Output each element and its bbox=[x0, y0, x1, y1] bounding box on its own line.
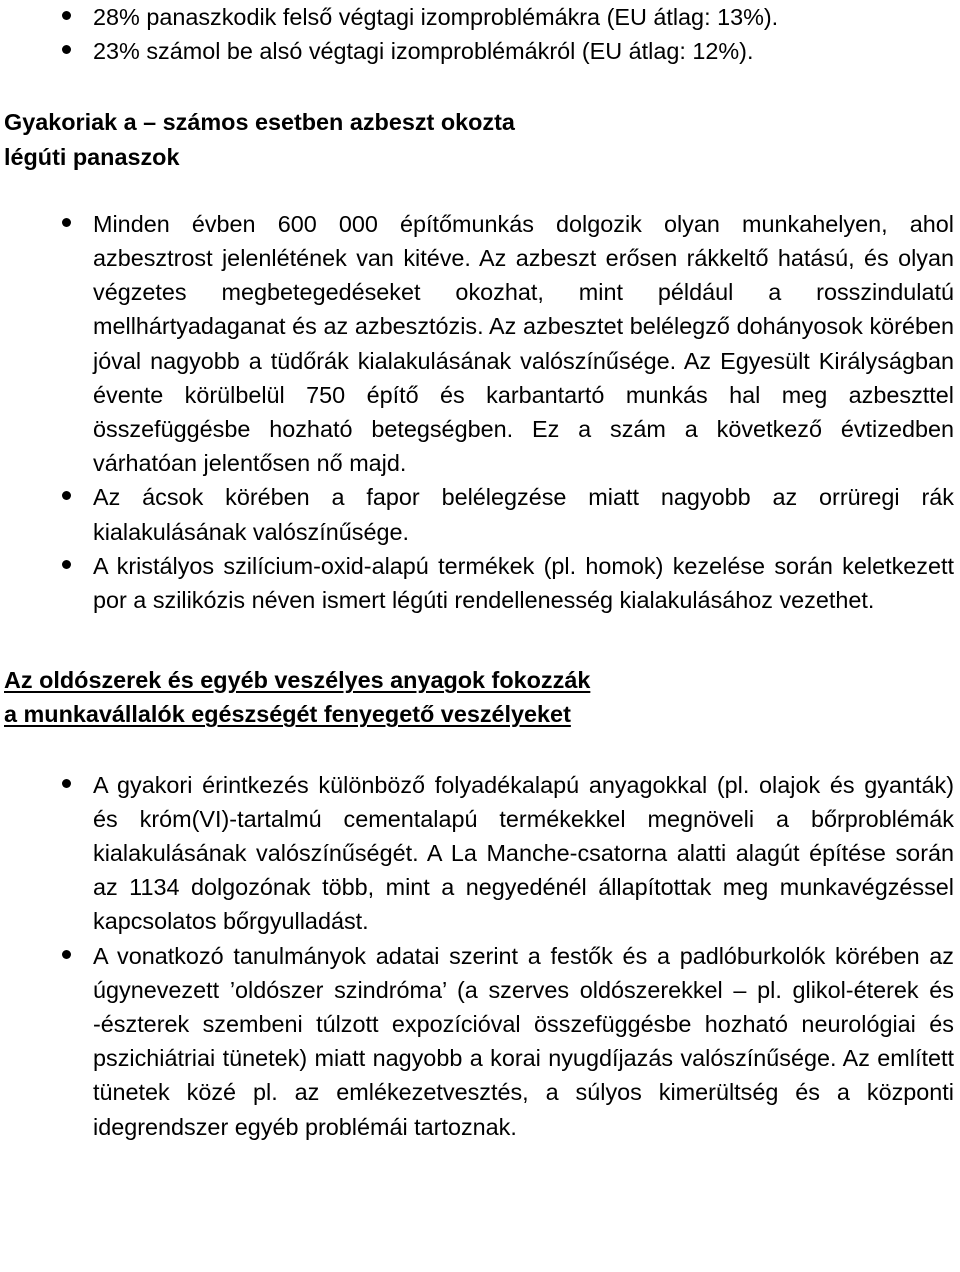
list-item bbox=[4, 207, 954, 481]
list-item-text: 23% számol be alsó végtagi izomproblémákról (EU átlag: 12%). bbox=[93, 38, 754, 65]
bullet-list-statistics bbox=[4, 0, 954, 68]
list-item bbox=[4, 939, 954, 1144]
list-item-text: 28% panaszkodik felső végtagi izomproblémákra (EU átlag: 13%). bbox=[93, 4, 779, 30]
list-item-text: A vonatkozó tanulmányok adatai szerint a festők és a padlóburkolók körében az úgynevezett ’oldószer szindróma’ (a szerves oldószerekkel – pl. glikol-éterek és -észterek szembeni túlzott expozícióval összefüggésbe hozható neurológiai és pszichiátriai tünetek) miatt nagyobb a korai nyugdíjazás valószínűsége. Az említett tünetek közé pl. az emlékezetvesztés, a súlyos kimerültség és a központi idegrendszer egyéb problémái tartoznak. bbox=[93, 942, 954, 1140]
list-item bbox=[4, 768, 954, 939]
list-item bbox=[4, 549, 954, 617]
heading-line: a munkavállalók egészségét fenyegető veszélyeket bbox=[4, 701, 571, 728]
bullet-icon bbox=[62, 45, 71, 54]
section-heading-respiratory bbox=[4, 105, 954, 173]
bullet-icon bbox=[62, 560, 71, 569]
bullet-icon bbox=[62, 11, 71, 20]
bullet-icon bbox=[62, 218, 71, 227]
list-item-text: A gyakori érintkezés különböző folyadékalapú anyagokkal (pl. olajok és gyanták) és króm(VI)-tartalmú cementalapú termékekkel megnöveli a bőrproblémák kialakulásának valószínűségét. A La Manche-csatorna alatti alagút építése során az 1134 dolgozónak több, mint a negyedénél állapítottak meg munkavégzéssel kapcsolatos bőrgyulladást. bbox=[93, 771, 954, 935]
bullet-icon bbox=[62, 491, 71, 500]
bullet-icon bbox=[62, 950, 71, 959]
bullet-list-solvents bbox=[4, 768, 954, 1144]
list-item bbox=[4, 0, 954, 34]
heading-line: Az oldószerek és egyéb veszélyes anyagok fokozzák bbox=[4, 667, 591, 694]
bullet-icon bbox=[62, 779, 71, 788]
list-item-text: A kristályos szilícium-oxid-alapú termékek (pl. homok) kezelése során keletkezett por a szilikózis néven ismert légúti rendellenesség kialakulásához vezethet. bbox=[93, 552, 954, 614]
heading-line: légúti panaszok bbox=[4, 143, 180, 170]
list-item bbox=[4, 480, 954, 548]
list-item-text: Minden évben 600 000 építőmunkás dolgozik olyan munkahelyen, ahol azbesztrost jelenlétének van kitéve. Az azbeszt erősen rákkeltő hatású, és olyan végzetes megbetegedéseket okozhat, mint például a rosszindulatú mellhártyadaganat és az azbesztózis. Az azbesztet belélegző dohányosok körében jóval nagyobb a tüdőrák kialakulásának valószínűsége. Az Egyesült Királyságban évente körülbelül 750 építő és karbantartó munkás hal meg azbeszttel összefüggésbe hozható betegségben. Ez a szám a következő évtizedben várhatóan jelentősen nő majd. bbox=[93, 210, 954, 477]
list-item-text: Az ácsok körében a fapor belélegzése miatt nagyobb az orrüregi rák kialakulásának valószínűsége. bbox=[93, 484, 954, 545]
heading-line: Gyakoriak a – számos esetben azbeszt okozta bbox=[4, 109, 515, 136]
bullet-list-respiratory bbox=[4, 207, 954, 617]
list-item bbox=[4, 34, 954, 68]
section-heading-solvents bbox=[4, 663, 954, 731]
